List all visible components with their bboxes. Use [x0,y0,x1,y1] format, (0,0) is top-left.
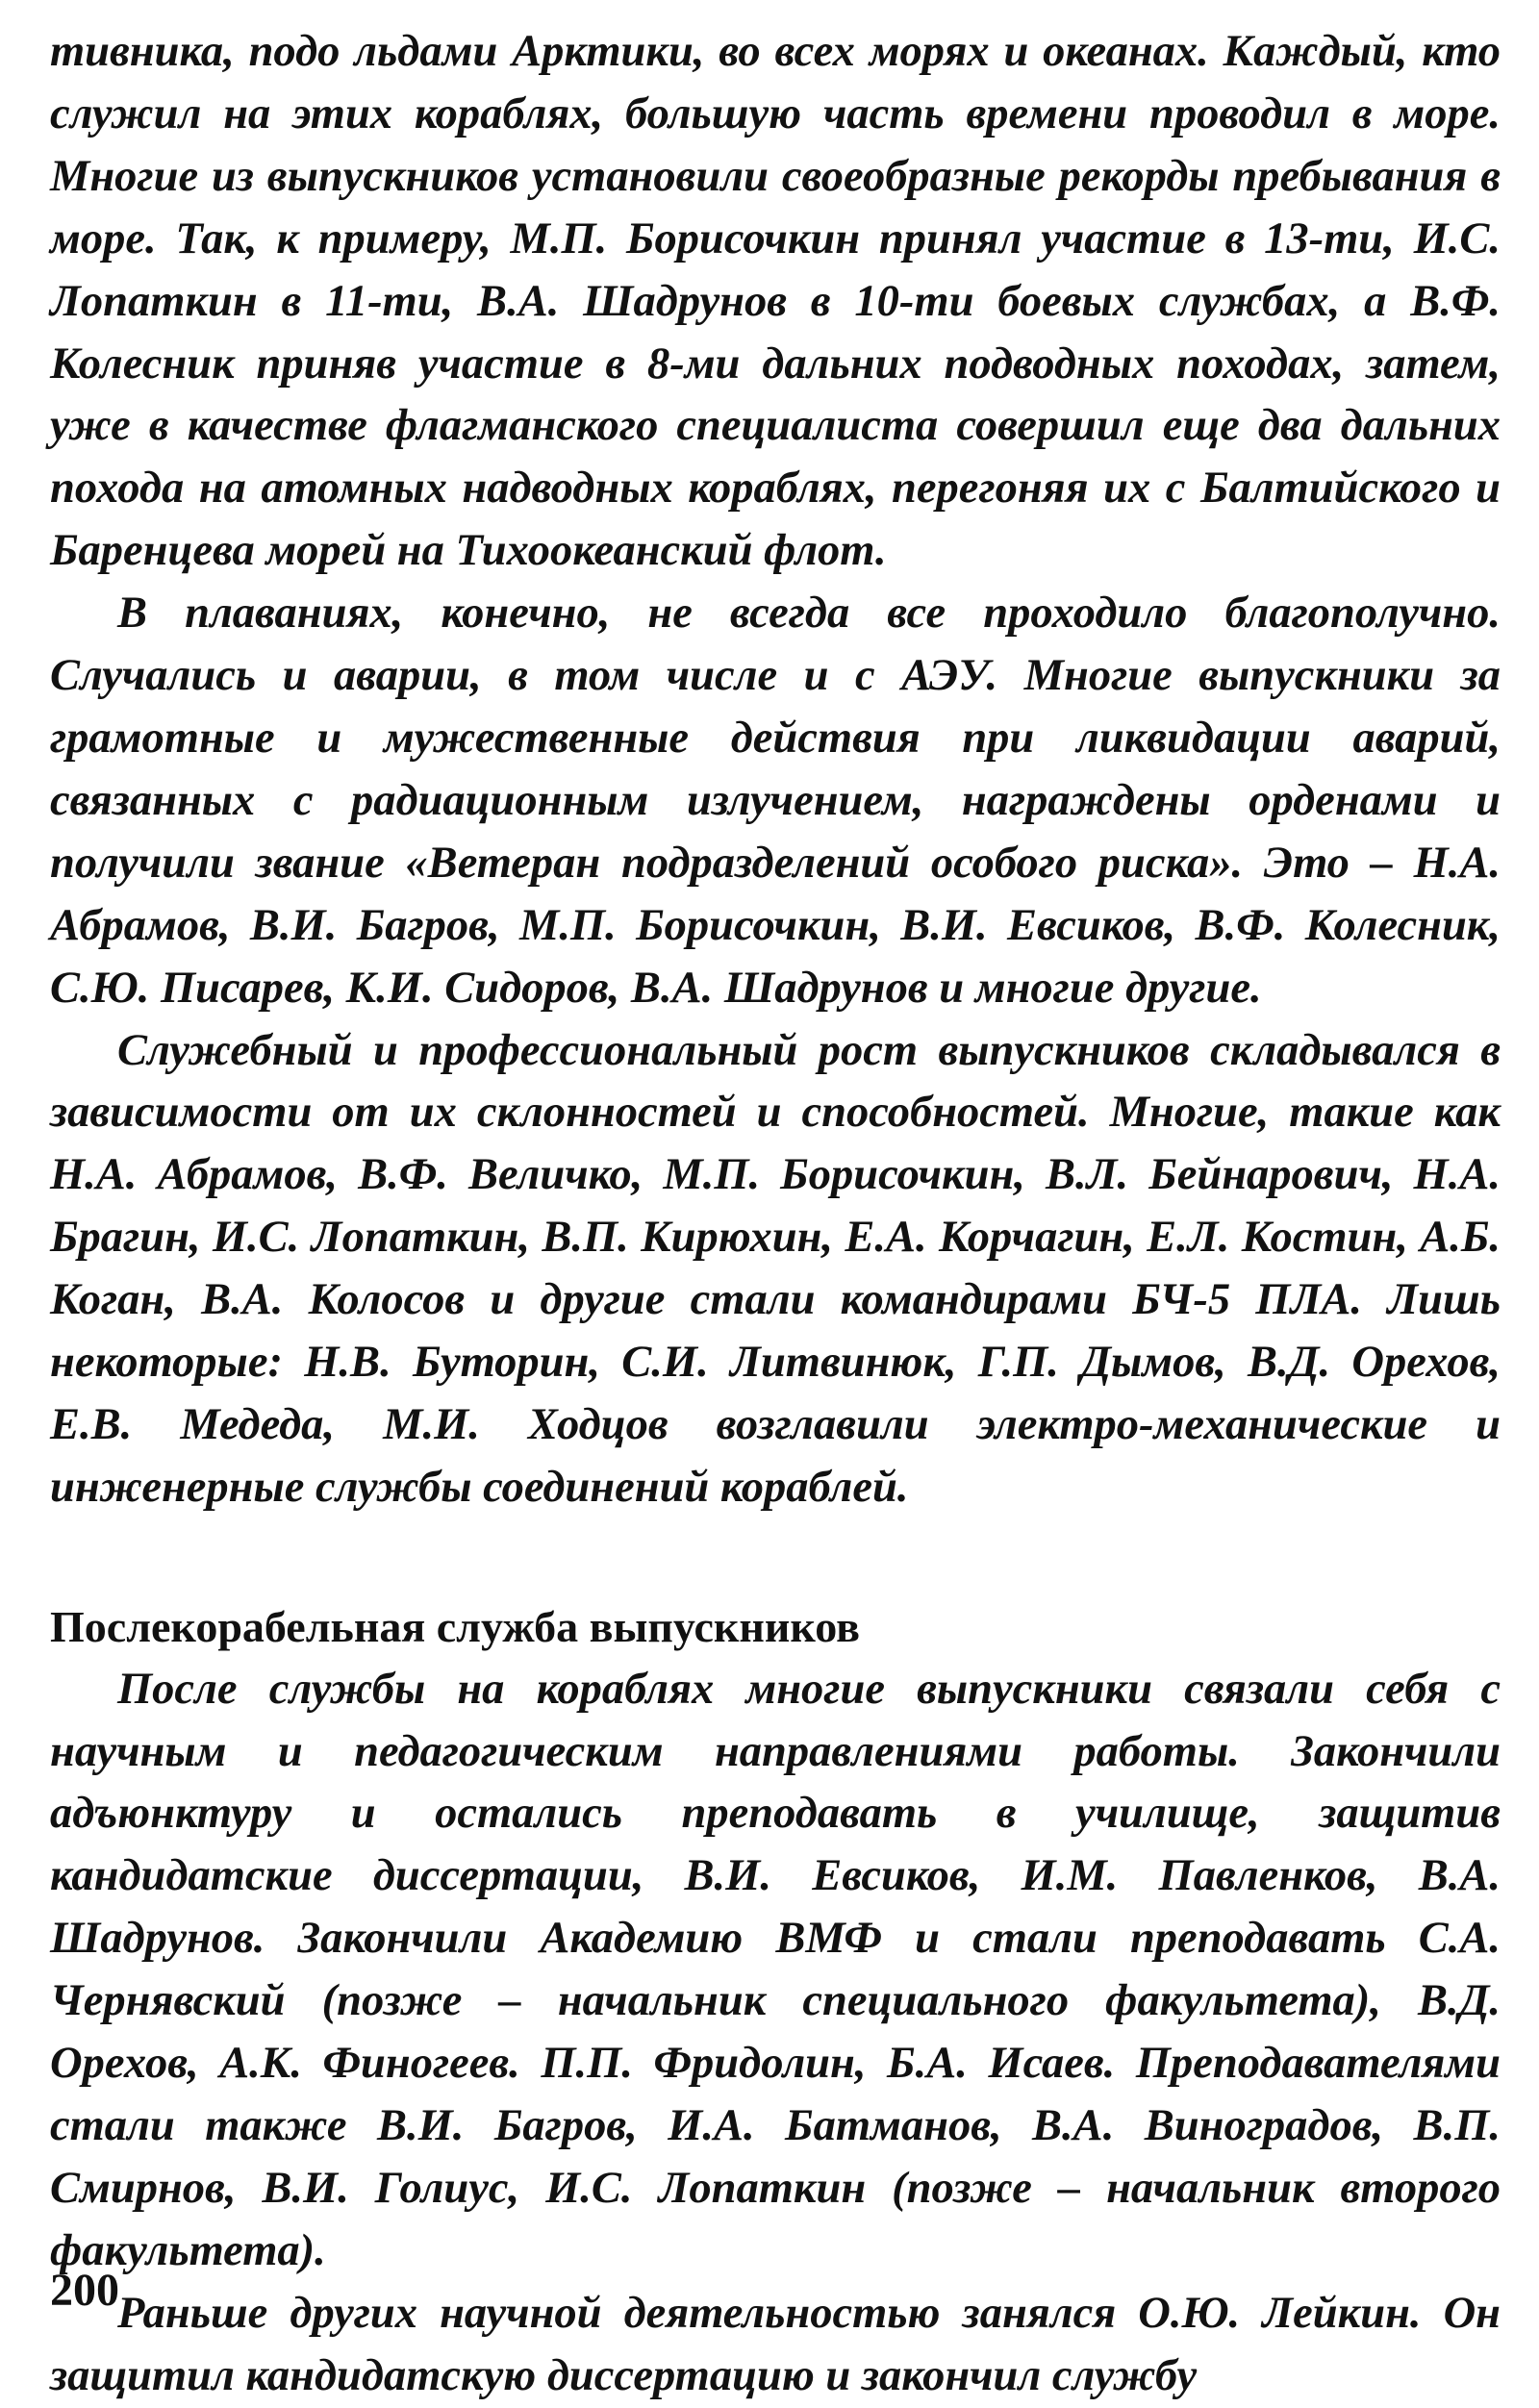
paragraph-research: Раньше других научной деятельностью занялся О.Ю. Лейкин. Он защитил кандидатскую диссертацию и закончил службу [50,2288,1501,2400]
paragraph-accidents: В плаваниях, конечно, не всегда все проходило благополучно. Случались и аварии, в том числе и с АЭУ. Многие выпускники за грамотные и мужественные действия при ликвидации аварий, связанных с радиационным излучением, награждены орденами и получили звание «Ветеран подразделений особого риска». Это – Н.А. Абрамов, В.И. Багров, М.П. Борисочкин, В.И. Евсиков, В.Ф. Колесник, С.Ю. Писарев, К.И. Сидоров, В.А. Шадрунов и многие другие. [50,589,1501,1013]
section-heading: Послекорабельная служба выпускников [50,1601,860,1651]
paragraph-career-growth: Служебный и профессиональный рост выпускников складывался в зависимости от их склонностей и способностей. Многие, такие как Н.А. Абрамов, В.Ф. Величко, М.П. Борисочкин, В.Л. Бейнарович, Н.А. Брагин, И.С. Лопаткин, В.П. Кирюхин, Е.А. Корчагин, Е.Л. Костин, А.Б. Коган, В.А. Колосов и другие стали командирами БЧ-5 ПЛА. Лишь некоторые: Н.В. Буторин, С.И. Литвинюк, Г.П. Дымов, В.Д. Орехов, Е.В. Медеда, М.И. Ходцов возглавили электро-механические и инженерные службы соединений кораблей. [50,1025,1501,1512]
paragraph-continued: тивника, подо льдами Арктики, во всех морях и океанах. Каждый, кто служил на этих кораблях, большую часть времени проводил в море. Многие из выпускников установили своеобразные рекорды пребывания в море. Так, к примеру, М.П. Борисочкин принял участие в 13-ти, И.С. Лопаткин в 11-ти, В.А. Шадрунов в 10-ти боевых службах, а В.Ф. Колесник приняв участие в 8-ми дальних подводных походах, затем, уже в качестве флагманского специалиста совершил еще два дальних похода на атомных надводных кораблях, перегоняя их с Балтийского и Баренцева морей на Тихоокеанский флот. [50,27,1501,576]
text-column [50,21,1501,2408]
paragraph-post-service: После службы на кораблях многие выпускники связали себя с научным и педагогическим направлениями работы. Закончили адъюнктуру и остались преподавать в училище, защитив кандидатские диссертации, В.И. Евсиков, И.М. Павленков, В.А. Шадрунов. Закончили Академию ВМФ и стали преподавать С.А. Чернявский (позже – начальник специального факультета), В.Д. Орехов, А.К. Финогеев. П.П. Фридолин, Б.А. Исаев. Преподавателями стали также В.И. Багров, И.А. Батманов, В.А. Виноградов, В.П. Смирнов, В.И. Голиус, И.С. Лопаткин (позже – начальник второго факультета). [50,1664,1501,2275]
page-number: 200 [50,2265,119,2316]
